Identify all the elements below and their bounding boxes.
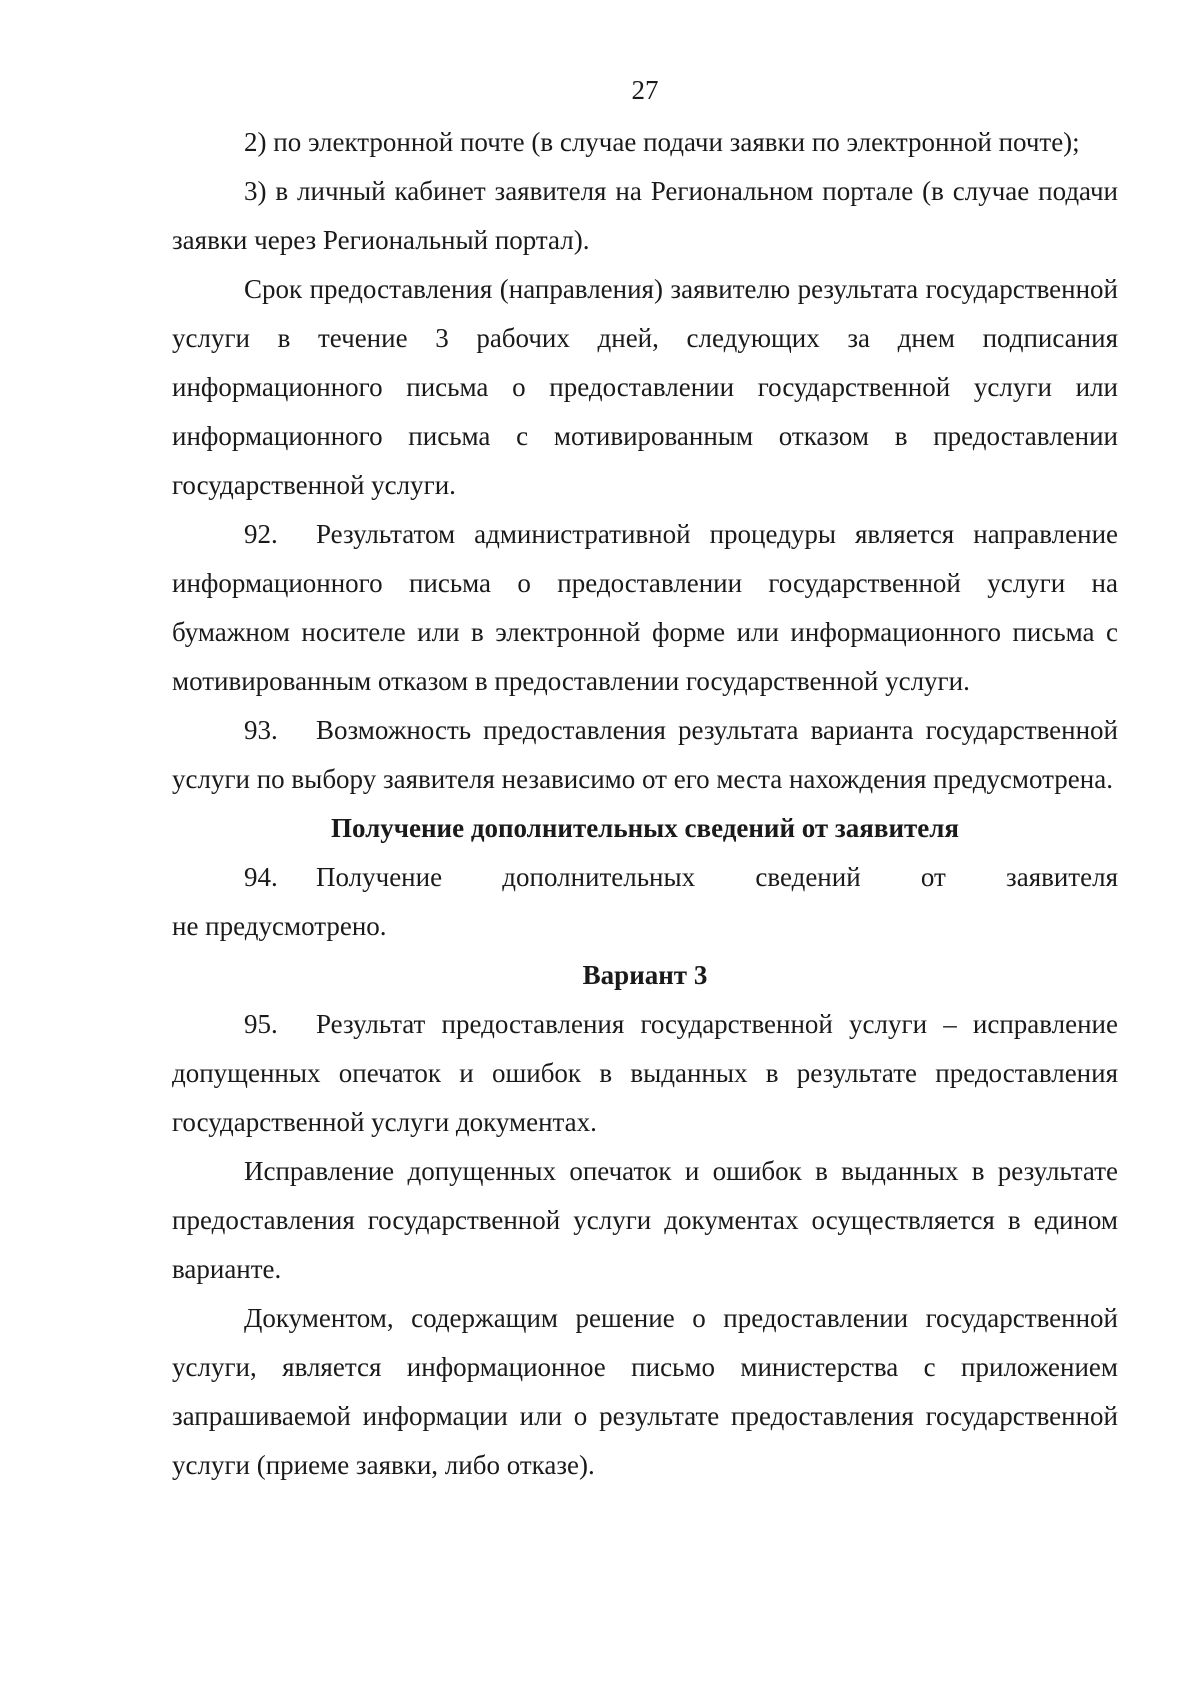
paragraph-decision-document: Документом, содержащим решение о предоставлении государственной услуги, является информационное письмо министерства с приложением запрашиваемой информации или о результате предоставления государственной услуги (приеме заявки, либо отказе).: [172, 1303, 1118, 1480]
item-number: 93.: [244, 715, 278, 745]
item-text: Результатом административной процедуры является направление информационного письма о предоставлении государственной услуги на бумажном носителе или в электронной форме или информационного письма с мотивированным отказом в предоставлении государственной услуги.: [172, 519, 1118, 696]
paragraph-email-delivery: 2) по электронной почте (в случае подачи заявки по электронной почте);: [244, 127, 1080, 157]
section-heading-additional-info: Получение дополнительных сведений от заявителя: [330, 813, 960, 843]
item-93: [172, 706, 1118, 804]
paragraph-single-variant: Исправление допущенных опечаток и ошибок в выданных в результате предоставления государственной услуги документах осуществляется в едином варианте.: [172, 1156, 1118, 1284]
paragraph-cabinet-delivery: 3) в личный кабинет заявителя на Региональном портале (в случае подачи заявки через Региональный портал).: [172, 176, 1118, 255]
document-page: [172, 62, 1118, 1490]
item-92: [172, 510, 1118, 706]
paragraph-delivery-term: Срок предоставления (направления) заявителю результата государственной услуги в течение 3 рабочих дней, следующих за днем подписания информационного письма о предоставлении государственной услуги или информационного письма с мотивированным отказом в предоставлении государственной услуги.: [172, 274, 1118, 500]
item-95: [172, 1000, 1118, 1147]
item-94-continuation: не предусмотрено.: [172, 911, 387, 941]
item-number: 94.: [244, 862, 278, 892]
item-text: Получение дополнительных сведений от заявителя: [316, 862, 1118, 892]
page-number: 27: [631, 75, 659, 105]
item-number: 92.: [244, 519, 278, 549]
item-text: Возможность предоставления результата варианта государственной услуги по выбору заявителя независимо от его места нахождения предусмотрена.: [172, 715, 1118, 794]
item-number: 95.: [244, 1009, 278, 1039]
item-text: Результат предоставления государственной услуги – исправление допущенных опечаток и ошибок в выданных в результате предоставления государственной услуги документах.: [172, 1009, 1118, 1137]
item-94: [172, 853, 1118, 902]
section-heading-variant-3: Вариант 3: [582, 960, 708, 990]
